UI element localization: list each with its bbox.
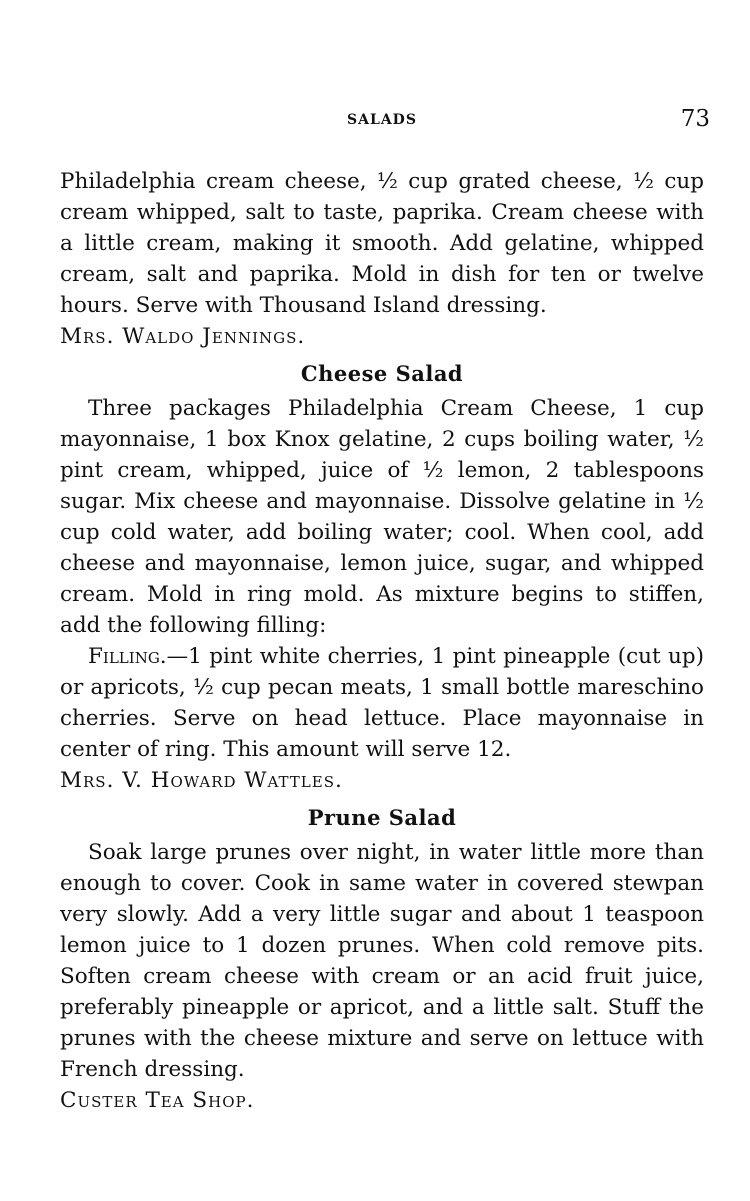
signature-wattles: Mrs. V. Howard Wattles. xyxy=(60,768,343,793)
filling-text: —1 pint white cherries, 1 pint pineapple (cut up) or apricots, ½ cup pecan meats, 1 small bottle mareschino cherries. Serve on head lettuce. Place mayonnaise in center of ring. This amount will serve 12. xyxy=(60,644,704,762)
page-number: 73 xyxy=(680,106,710,132)
continuation-paragraph: Philadelphia cream cheese, ½ cup grated cheese, ½ cup cream whipped, salt to taste, paprika. Cream cheese with a little cream, making it smooth. Add gelatine, whipped cream, salt and paprika. Mold in dish for ten or twelve hours. Serve with Thousand Island dressing. xyxy=(60,169,704,318)
signature-jennings: Mrs. Waldo Jennings. xyxy=(60,324,306,349)
cheese-salad-filling xyxy=(60,641,704,765)
running-head: SALADS xyxy=(347,112,417,128)
signature-custer-tea-shop: Custer Tea Shop. xyxy=(60,1088,255,1113)
recipe-title-prune-salad: Prune Salad xyxy=(307,805,457,830)
filling-label: Filling. xyxy=(88,644,167,669)
prune-salad-paragraph: Soak large prunes over night, in water little more than enough to cover. Cook in same water in covered stewpan very slowly. Add a very little sugar and about 1 teaspoon lemon juice to 1 dozen prunes. When cold remove pits. Soften cream cheese with cream or an acid fruit juice, preferably pineapple or apricot, and a little salt. Stuff the prunes with the cheese mixture and serve on lettuce with French dressing. xyxy=(60,840,704,1082)
page-header xyxy=(0,104,750,140)
page-body xyxy=(60,166,704,1116)
recipe-title-cheese-salad: Cheese Salad xyxy=(300,361,464,386)
cheese-salad-paragraph: Three packages Philadelphia Cream Cheese, 1 cup mayonnaise, 1 box Knox gelatine, 2 cups boiling water, ½ pint cream, whipped, juice of ½ lemon, 2 tablespoons sugar. Mix cheese and mayonnaise. Dissolve gelatine in ½ cup cold water, add boiling water; cool. When cool, add cheese and mayonnaise, lemon juice, sugar, and whipped cream. Mold in ring mold. As mixture begins to stiffen, add the following filling: xyxy=(60,396,704,638)
